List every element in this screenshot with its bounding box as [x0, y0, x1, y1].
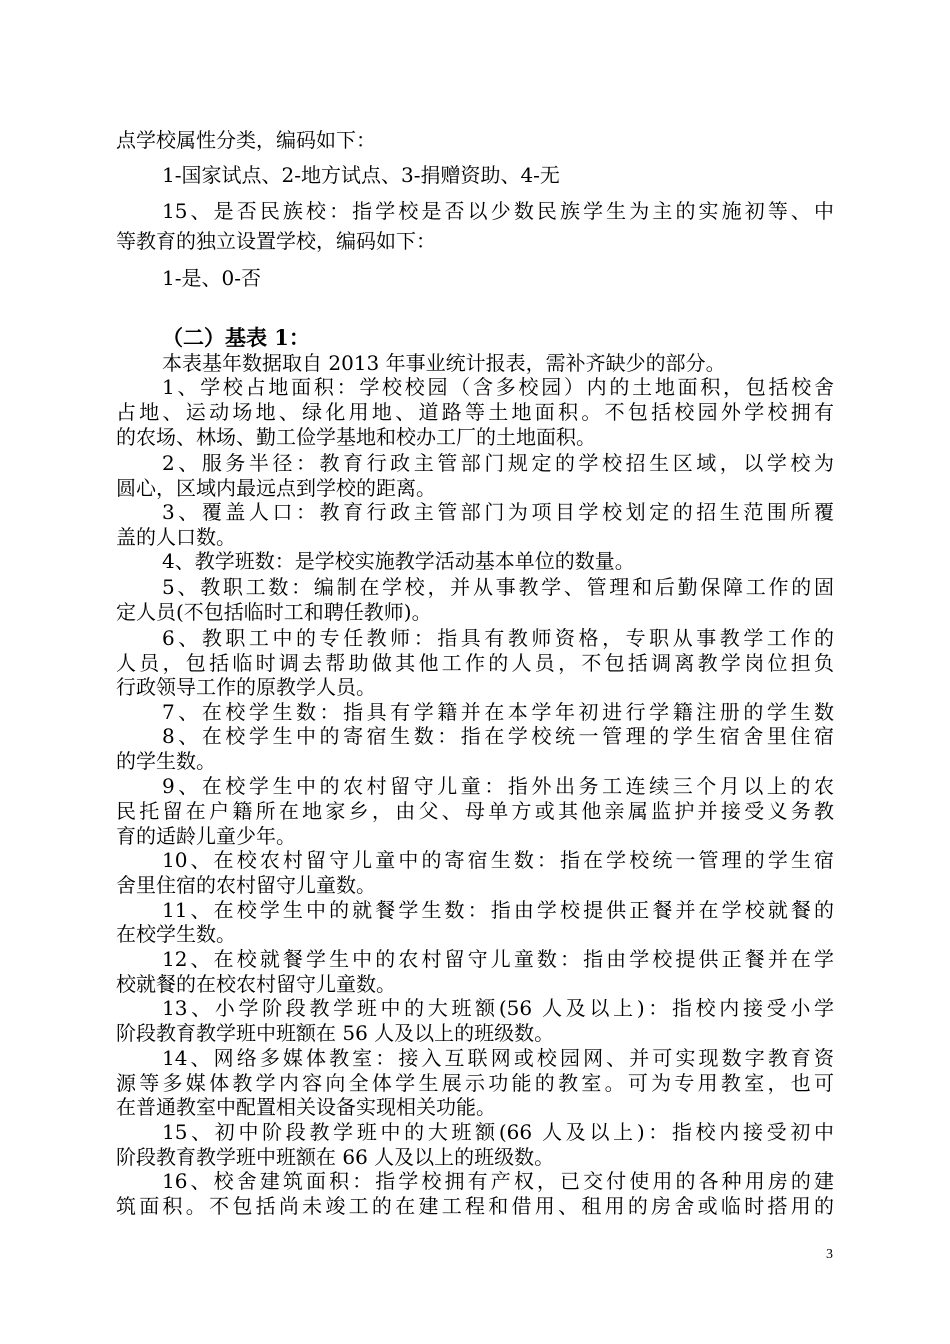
item-line: 2、服务半径：教育行政主管部门规定的学校招生区域，以学校为 [162, 451, 834, 475]
section-intro: 本表基年数据取自 2013 年事业统计报表，需补齐缺少的部分。 [162, 351, 726, 375]
item-line: 育的适龄儿童少年。 [116, 824, 296, 848]
item-line: 9、在校学生中的农村留守儿童：指外出务工连续三个月以上的农 [162, 774, 834, 798]
item-15-line-2: 等教育的独立设置学校，编码如下： [116, 229, 436, 253]
item-line: 13、小学阶段教学班中的大班额(56 人及以上)：指校内接受小学 [162, 996, 834, 1020]
item-line: 3、覆盖人口：教育行政主管部门为项目学校划定的招生范围所覆 [162, 500, 834, 524]
item-line: 阶段教育教学班中班额在 56 人及以上的班级数。 [116, 1021, 555, 1045]
item-line: 4、教学班数：是学校实施教学活动基本单位的数量。 [162, 549, 635, 573]
item-line: 7、在校学生数：指具有学籍并在本学年初进行学籍注册的学生数 [162, 700, 834, 724]
item-line: 圆心，区域内最远点到学校的距离。 [116, 476, 436, 500]
item-line: 14、网络多媒体教室：接入互联网或校园网、并可实现数字教育资 [162, 1046, 834, 1070]
item-line: 盖的人口数。 [116, 525, 236, 549]
item-line: 校就餐的在校农村留守儿童数。 [116, 972, 396, 996]
item-line: 定人员(不包括临时工和聘任教师)。 [116, 600, 432, 624]
item-line: 11、在校学生中的就餐学生数：指由学校提供正餐并在学校就餐的 [162, 898, 834, 922]
item-line: 12、在校就餐学生中的农村留守儿童数：指由学校提供正餐并在学 [162, 947, 834, 971]
item-line: 16、校舍建筑面积：指学校拥有产权，已交付使用的各种用房的建 [162, 1169, 834, 1193]
item-line: 占地、运动场地、绿化用地、道路等土地面积。不包括校园外学校拥有 [116, 400, 834, 424]
item-line: 阶段教育教学班中班额在 66 人及以上的班级数。 [116, 1145, 555, 1169]
body-line: 点学校属性分类，编码如下： [116, 128, 376, 152]
item-line: 8、在校学生中的寄宿生数：指在学校统一管理的学生宿舍里住宿 [162, 724, 834, 748]
item-line: 6、教职工中的专任教师：指具有教师资格，专职从事教学工作的 [162, 626, 834, 650]
item-line: 行政领导工作的原教学人员。 [116, 675, 376, 699]
item-line: 在校学生数。 [116, 922, 236, 946]
code-list: 1-是、0-否 [162, 266, 261, 290]
item-line: 10、在校农村留守儿童中的寄宿生数：指在学校统一管理的学生宿 [162, 848, 834, 872]
item-line: 筑面积。不包括尚未竣工的在建工程和借用、租用的房舍或临时搭用的 [116, 1194, 834, 1218]
code-list: 1-国家试点、2-地方试点、3-捐赠资助、4-无 [162, 163, 560, 187]
item-line: 1、学校占地面积：学校校园（含多校园）内的土地面积，包括校舍 [162, 375, 834, 399]
item-line: 人员，包括临时调去帮助做其他工作的人员，不包括调离教学岗位担负 [116, 651, 834, 675]
item-line: 舍里住宿的农村留守儿童数。 [116, 873, 376, 897]
item-line: 的学生数。 [116, 749, 216, 773]
item-line: 源等多媒体教学内容向全体学生展示功能的教室。可为专用教室，也可 [116, 1071, 834, 1095]
section-heading: （二）基表 1： [162, 325, 310, 350]
item-line: 5、教职工数：编制在学校，并从事教学、管理和后勤保障工作的固 [162, 575, 834, 599]
item-line: 15、初中阶段教学班中的大班额(66 人及以上)：指校内接受初中 [162, 1120, 834, 1144]
item-line: 在普通教室中配置相关设备实现相关功能。 [116, 1095, 496, 1119]
item-line: 的农场、林场、勤工俭学基地和校办工厂的土地面积。 [116, 425, 596, 449]
item-line: 民托留在户籍所在地家乡，由父、母单方或其他亲属监护并接受义务教 [116, 799, 834, 823]
item-15-line-1: 15、是否民族校：指学校是否以少数民族学生为主的实施初等、中 [162, 199, 834, 223]
page-number: 3 [826, 1247, 833, 1262]
